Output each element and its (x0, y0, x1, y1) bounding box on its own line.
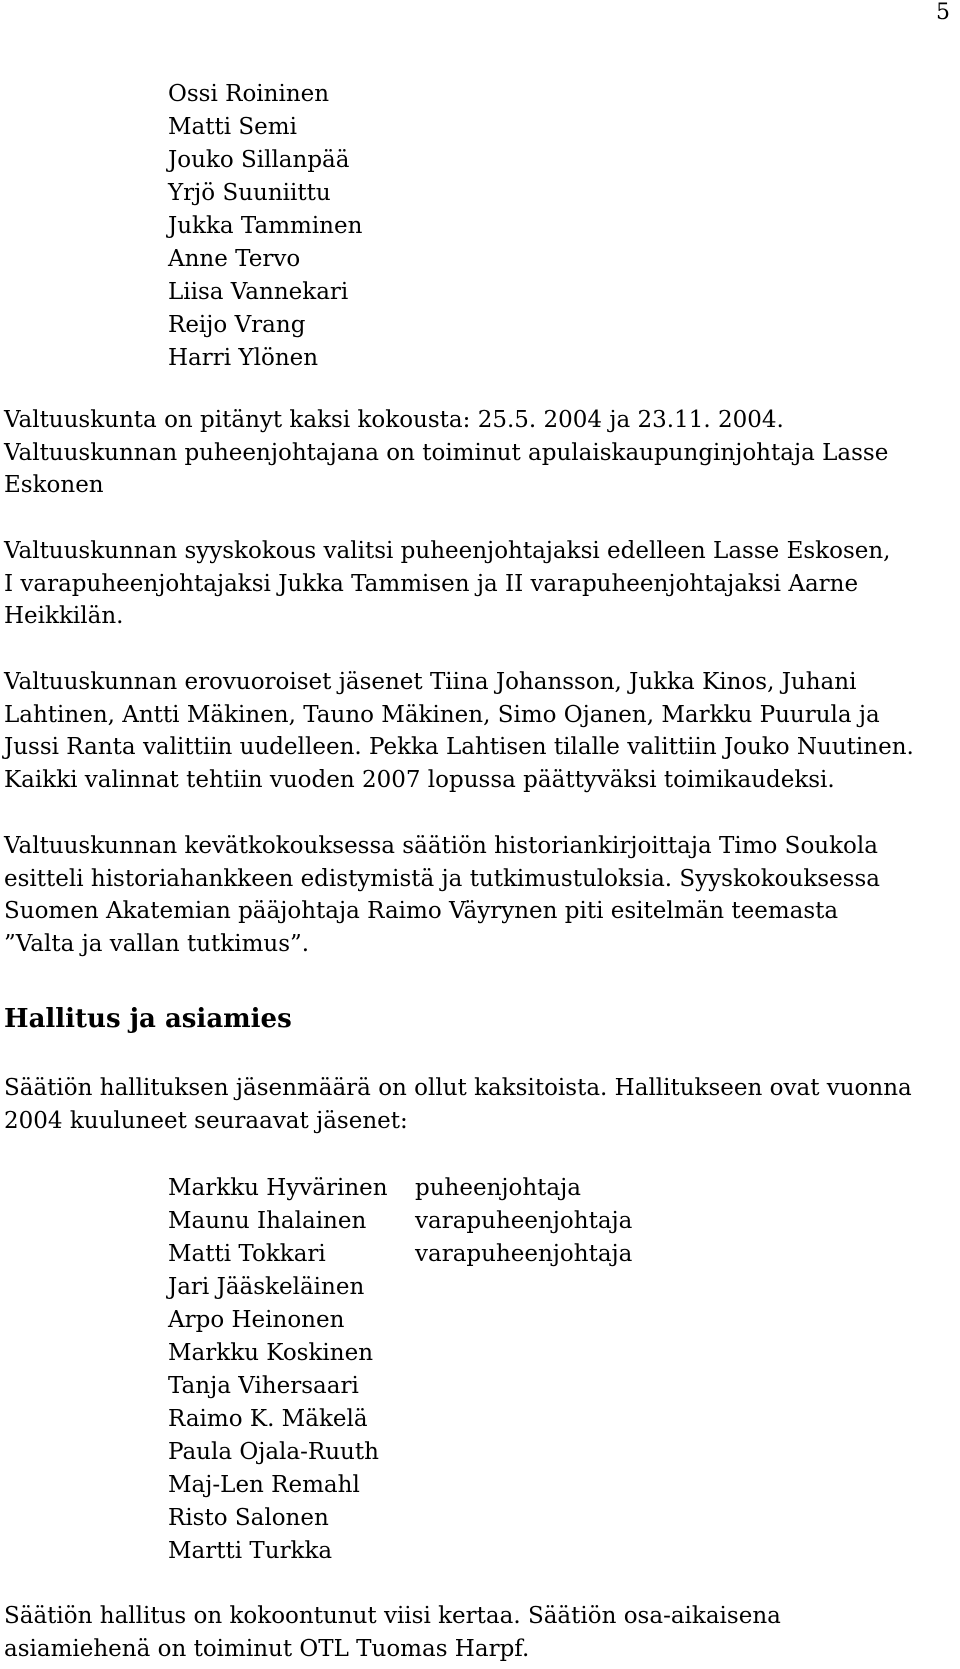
list-item: Liisa Vannekari (168, 279, 349, 305)
member-name: Risto Salonen (168, 1505, 329, 1531)
paragraph-elections (4, 666, 950, 796)
list-item: Jukka Tamminen (168, 213, 363, 239)
paragraph-presentations (4, 830, 950, 960)
text-line: Jussi Ranta valittiin uudelleen. Pekka Lahtisen tilalle valittiin Jouko Nuutinen. (4, 734, 914, 760)
council-members-list (168, 78, 362, 375)
text-line: Heikkilän. (4, 603, 124, 629)
table-row (168, 1403, 632, 1436)
table-row (168, 1304, 632, 1337)
table-row (168, 1502, 632, 1535)
text-line: Lahtinen, Antti Mäkinen, Tauno Mäkinen, Simo Ojanen, Markku Puurula ja (4, 701, 880, 728)
text-line: 2004 kuuluneet seuraavat jäsenet: (4, 1107, 408, 1134)
text-line: Eskonen (4, 472, 104, 498)
table-row (168, 1469, 632, 1502)
text-line: Valtuuskunnan erovuoroiset jäsenet Tiina Johansson, Jukka Kinos, Juhani (4, 669, 857, 695)
paragraph-board-intro (4, 1072, 950, 1137)
text-line: Kaikki valinnat tehtiin vuoden 2007 lopussa päättyväksi toimikaudeksi. (4, 766, 835, 793)
board-members-list (168, 1172, 632, 1568)
text-line: Säätiön hallituksen jäsenmäärä on ollut kaksitoista. Hallitukseen ovat vuonna (4, 1075, 912, 1101)
member-name: Paula Ojala-Ruuth (168, 1439, 379, 1465)
member-name: Martti Turkka (168, 1538, 333, 1564)
table-row (168, 1271, 632, 1304)
text-line: I varapuheenjohtajaksi Jukka Tammisen ja II varapuheenjohtajaksi Aarne (4, 570, 859, 597)
paragraph-meetings (4, 404, 950, 502)
text-line: asiamiehenä on toiminut OTL Tuomas Harpf. (4, 1635, 530, 1662)
member-name: Maunu Ihalainen (168, 1208, 367, 1234)
table-row (168, 1436, 632, 1469)
table-row (168, 1370, 632, 1403)
list-item: Yrjö Suuniittu (168, 180, 331, 206)
list-item: Harri Ylönen (168, 345, 319, 371)
table-row (168, 1172, 632, 1205)
text-line: ”Valta ja vallan tutkimus”. (4, 930, 310, 957)
member-name: Tanja Vihersaari (168, 1373, 359, 1399)
paragraph-autumn-meeting (4, 535, 950, 633)
table-row (168, 1238, 632, 1271)
text-line: esitteli historiahankkeen edistymistä ja tutkimustuloksia. Syyskokouksessa (4, 865, 880, 892)
member-name: Arpo Heinonen (168, 1307, 345, 1333)
section-heading: Hallitus ja asiamies (4, 1004, 292, 1034)
paragraph-meetings-board (4, 1600, 950, 1665)
list-item: Ossi Roininen (168, 81, 330, 107)
text-line: Valtuuskunta on pitänyt kaksi kokousta: 25.5. 2004 ja 23.11. 2004. (4, 407, 784, 433)
text-line: Valtuuskunnan syyskokous valitsi puheenjohtajaksi edelleen Lasse Eskosen, (4, 538, 891, 564)
list-item: Matti Semi (168, 114, 297, 140)
member-role: varapuheenjohtaja (415, 1208, 633, 1234)
member-name: Raimo K. Mäkelä (168, 1406, 368, 1432)
member-name: Maj-Len Remahl (168, 1472, 360, 1498)
table-row (168, 1205, 632, 1238)
member-name: Markku Koskinen (168, 1340, 374, 1366)
table-row (168, 1535, 632, 1568)
text-line: Säätiön hallitus on kokoontunut viisi kertaa. Säätiön osa-aikaisena (4, 1603, 781, 1629)
list-item: Anne Tervo (168, 246, 301, 272)
text-line: Valtuuskunnan kevätkokouksessa säätiön historiankirjoittaja Timo Soukola (4, 833, 878, 859)
table-row (168, 1337, 632, 1370)
list-item: Jouko Sillanpää (168, 147, 350, 173)
member-name: Jari Jääskeläinen (168, 1274, 365, 1300)
member-name: Markku Hyvärinen (168, 1175, 388, 1201)
list-item: Reijo Vrang (168, 312, 306, 338)
text-line: Valtuuskunnan puheenjohtajana on toiminut apulaiskaupunginjohtaja Lasse (4, 439, 889, 466)
text-line: Suomen Akatemian pääjohtaja Raimo Väyrynen piti esitelmän teemasta (4, 898, 839, 924)
page-number: 5 (936, 0, 950, 25)
member-role: varapuheenjohtaja (415, 1241, 633, 1267)
member-role: puheenjohtaja (415, 1175, 581, 1201)
member-name: Matti Tokkari (168, 1241, 326, 1267)
